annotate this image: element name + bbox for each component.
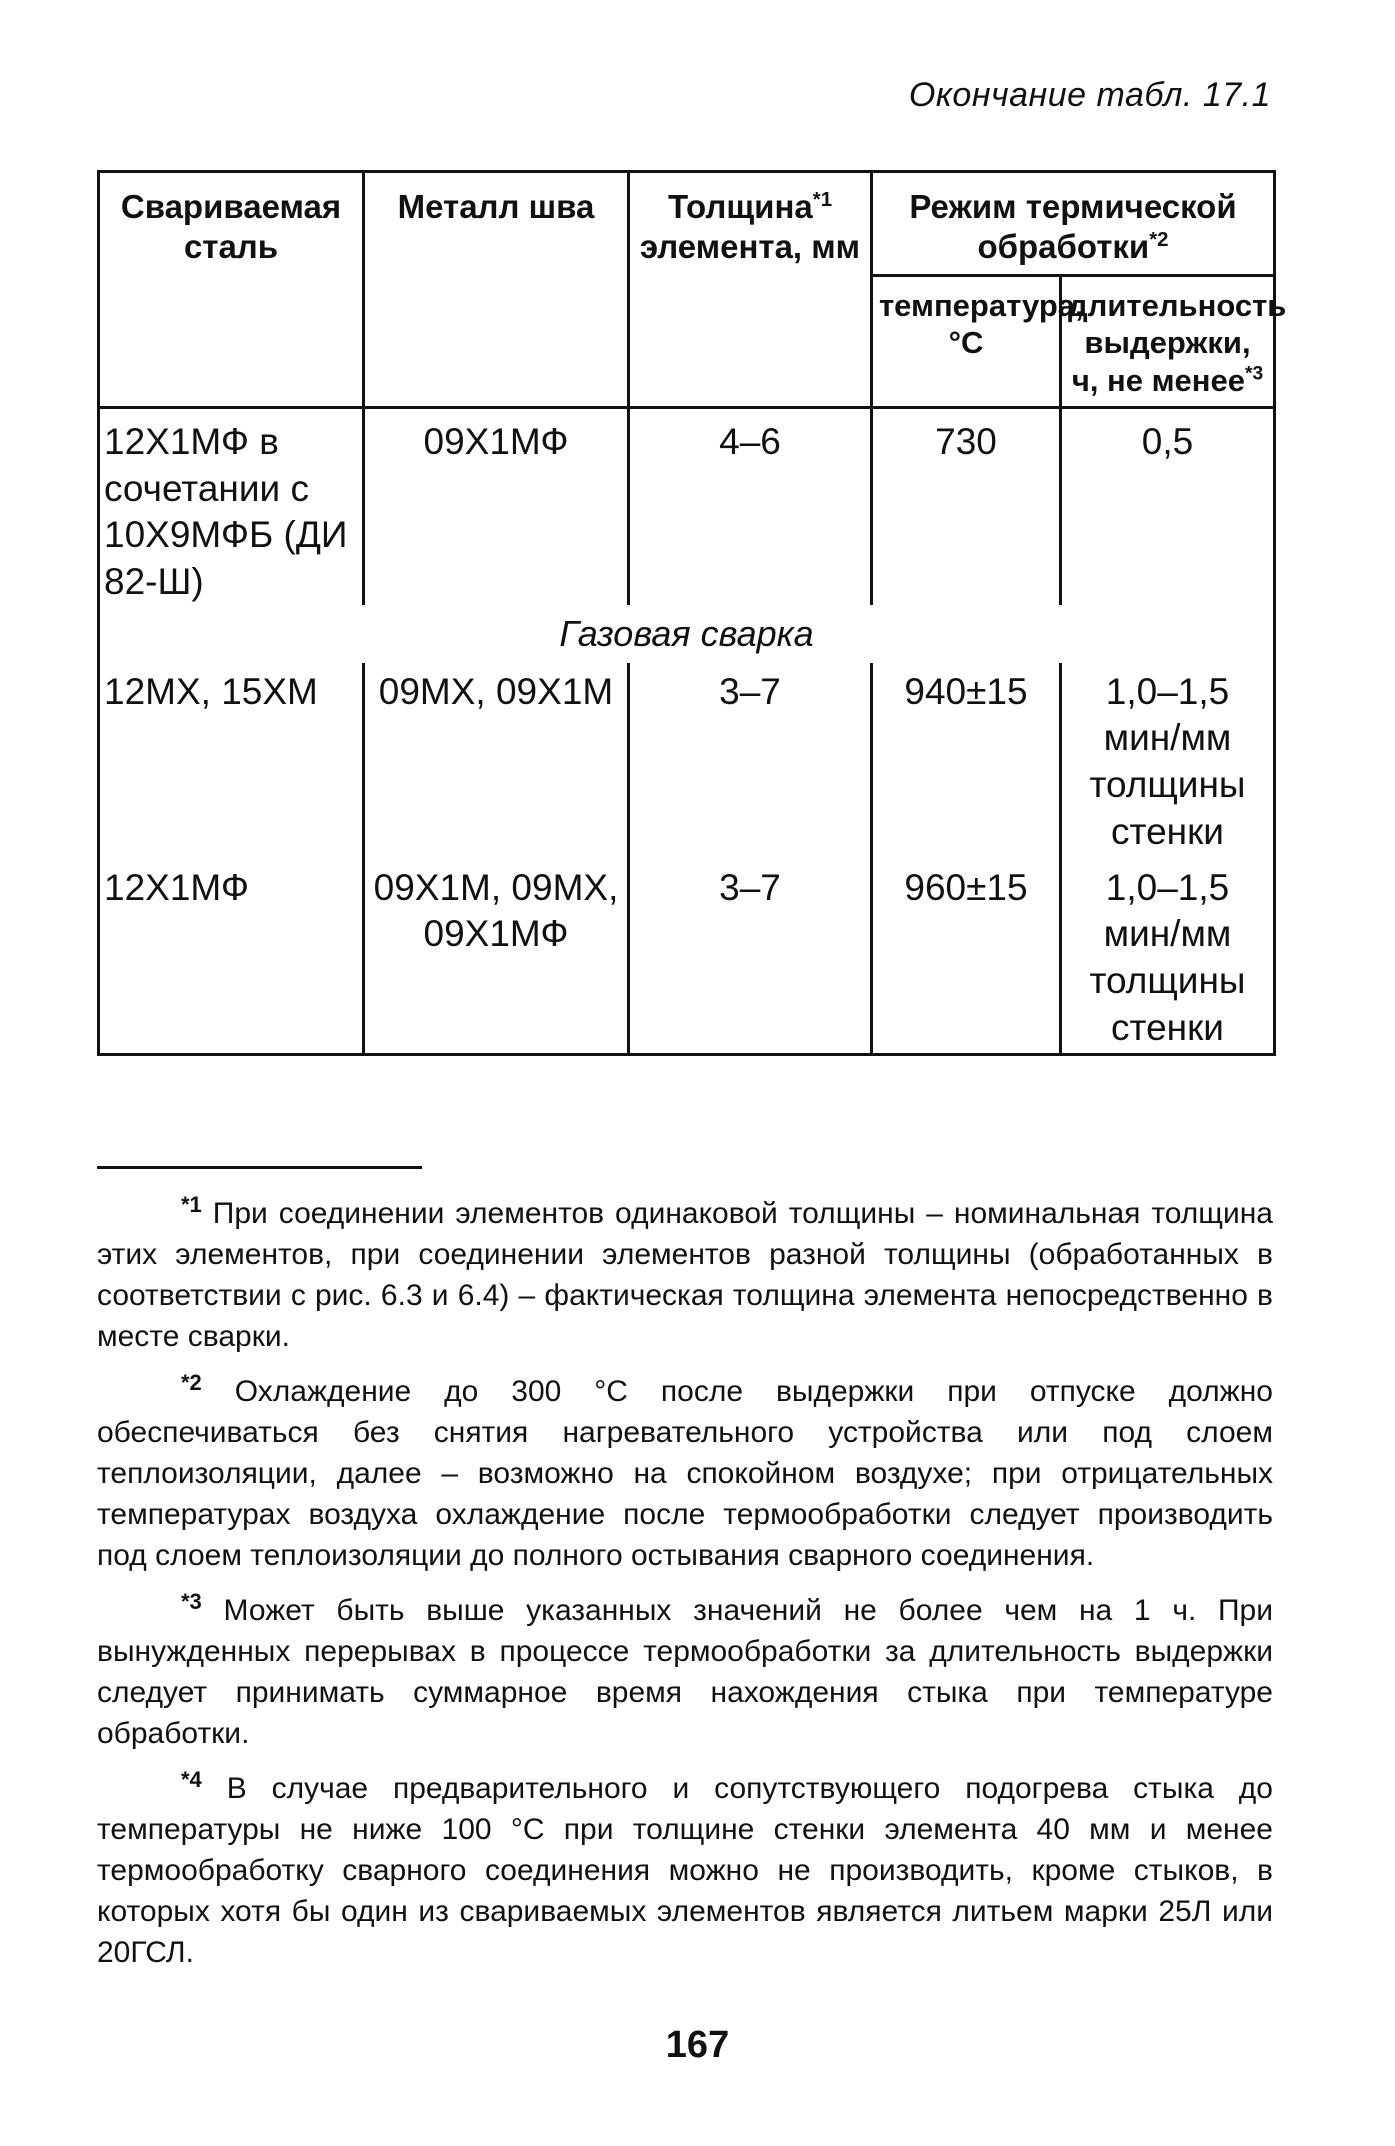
header-duration-label: длительность выдержки, ч, не менее	[1068, 287, 1287, 399]
table-caption: Окончание табл. 17.1	[908, 76, 1271, 114]
cell-duration: 0,5	[1061, 407, 1275, 605]
header-steel: Свариваемая сталь	[99, 172, 364, 408]
header-duration	[1061, 275, 1287, 407]
footnote-text: В случае предварительного и сопутствующего подогрева стыка до температуры не ниже 100 °С при толщине стенки элемента 40 мм и менее термообработку сварного соединения можно не производить, кроме стыков, в которых хотя бы один из свариваемых элементов является литьем марки 25Л или 20ГСЛ.	[97, 1772, 1273, 1969]
footnote-ref-2: *2	[1149, 228, 1169, 252]
cell-steel: 12Х1МФ в сочетании с 10Х9МФБ (ДИ 82-Ш)	[99, 407, 364, 605]
cell-weld-metal: 09МХ, 09Х1М	[364, 663, 629, 859]
header-temperature: температура, °С	[872, 275, 1061, 407]
footnote-3	[97, 1590, 1273, 1754]
table-row	[99, 859, 1275, 1055]
cell-steel: 12МХ, 15ХМ	[99, 663, 364, 859]
header-thickness-label: Толщина	[667, 188, 813, 225]
cell-thickness: 4–6	[629, 407, 872, 605]
footnotes	[97, 1193, 1273, 1987]
footnote-1	[97, 1193, 1273, 1357]
header-mode	[872, 172, 1275, 276]
footnote-ref-3: *3	[1245, 363, 1264, 385]
cell-steel: 12Х1МФ	[99, 859, 364, 1055]
footnote-mark: *1	[181, 1192, 202, 1217]
cell-thickness: 3–7	[629, 859, 872, 1055]
section-row	[99, 605, 1275, 662]
cell-temperature: 730	[872, 407, 1061, 605]
footnote-mark: *2	[181, 1370, 202, 1395]
section-gas-welding: Газовая сварка	[99, 605, 1275, 662]
header-thickness-rest: элемента, мм	[639, 228, 861, 266]
cell-temperature: 940±15	[872, 663, 1061, 859]
spec-table	[97, 170, 1287, 1056]
table-row	[99, 663, 1275, 859]
footnote-4	[97, 1768, 1273, 1973]
header-mode-label: Режим термической обработки	[909, 188, 1237, 266]
cell-thickness: 3–7	[629, 663, 872, 859]
footnote-text: При соединении элементов одинаковой толщины – номинальная толщина этих элементов, при соединении элементов разной толщины (обработанных в соответствии с рис. 6.3 и 6.4) – фактическая толщина элемента непосредственно в месте сварки.	[97, 1197, 1273, 1353]
cell-temperature: 960±15	[872, 859, 1061, 1055]
header-thickness	[629, 172, 872, 408]
footnote-text: Охлаждение до 300 °С после выдержки при отпуске должно обеспечиваться без снятия нагревательного устройства или под слоем теплоизоляции, далее – возможно на спокойном воздухе; при отрицательных температурах воздуха охлаждение после термообработки следует производить под слоем теплоизоляции до полного остывания сварного соединения.	[97, 1375, 1273, 1572]
cell-duration: 1,0–1,5 мин/мм толщины стенки	[1061, 859, 1275, 1055]
page-number: 167	[665, 2024, 730, 2066]
header-weld-metal: Металл шва	[364, 172, 629, 408]
footnote-2	[97, 1371, 1273, 1576]
cell-weld-metal: 09Х1М, 09МХ, 09Х1МФ	[364, 859, 629, 1055]
footnote-mark: *4	[181, 1767, 202, 1792]
table-row	[99, 407, 1275, 605]
footnote-mark: *3	[181, 1589, 202, 1614]
footnote-ref-1: *1	[812, 188, 833, 211]
heat-treatment-table	[97, 170, 1287, 1130]
footnote-text: Может быть выше указанных значений не более чем на 1 ч. При вынужденных перерывах в процессе термообработки за длительность выдержки следует принимать суммарное время нахождения стыка при температуре обработки.	[97, 1594, 1274, 1750]
cell-weld-metal: 09Х1МФ	[364, 407, 629, 605]
cell-duration: 1,0–1,5 мин/мм толщины стенки	[1061, 663, 1275, 859]
footnote-divider	[97, 1166, 422, 1169]
